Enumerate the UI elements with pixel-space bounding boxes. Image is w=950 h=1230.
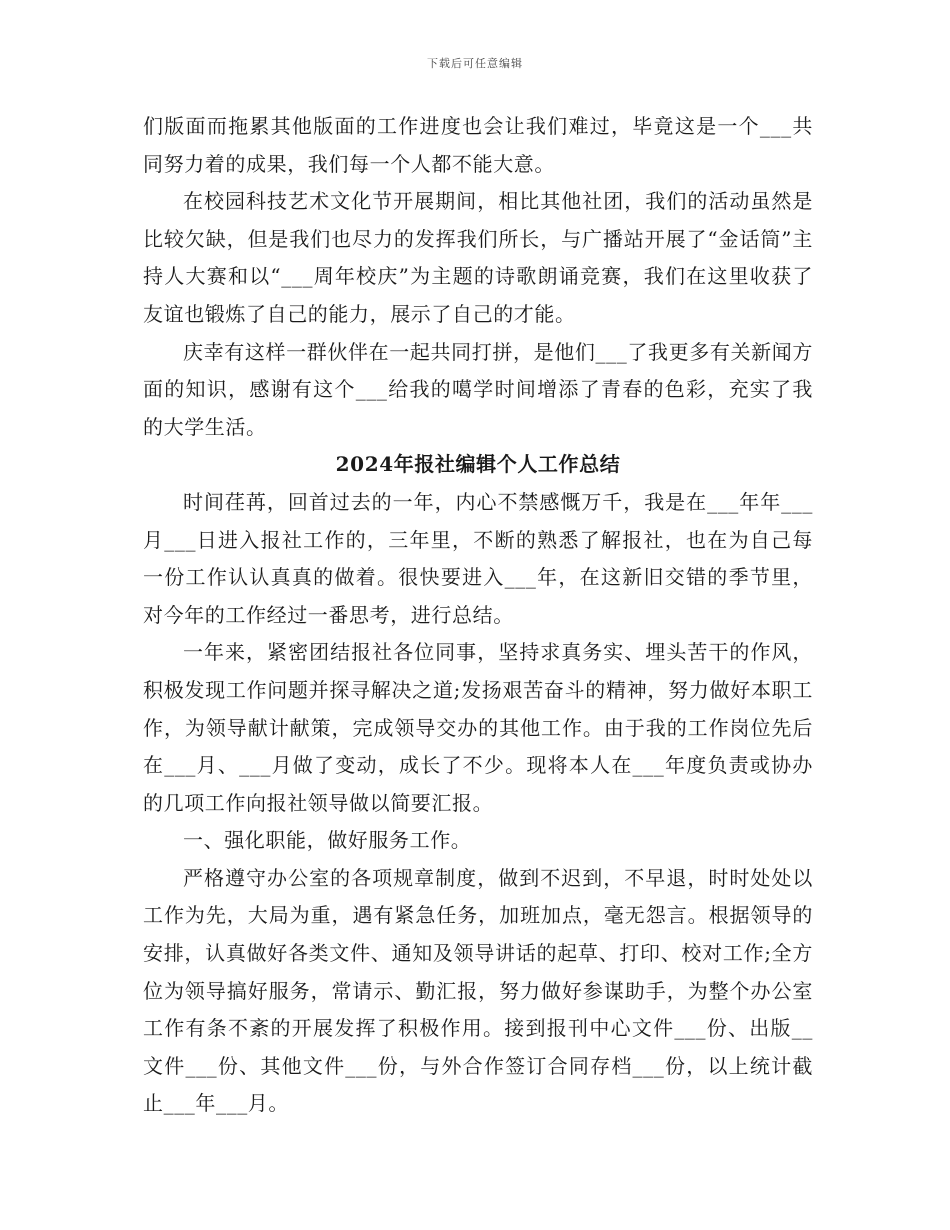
paragraph: 在校园科技艺术文化节开展期间，相比其他社团，我们的活动虽然是比较欠缺，但是我们也尽力的发挥我们所长，与广播站开展了“金话筒”主持人大赛和以“___周年校庆”为主题的诗歌朗诵竞赛，我们在这里收获了友谊也锻炼了自己的能力，展示了自己的才能。 bbox=[143, 189, 813, 326]
document-title: 2024年报社编辑个人工作总结 bbox=[335, 452, 621, 477]
paragraph: 一年来，紧密团结报社各位同事，坚持求真务实、埋头苦干的作风，积极发现工作问题并探寻解决之道;发扬艰苦奋斗的精神，努力做好本职工作，为领导献计献策，完成领导交办的其他工作。由于我的工作岗位先后在___月、___月做了变动，成长了不少。现将本人在___年度负责或协办的几项工作向报社领导做以简要汇报。 bbox=[143, 640, 813, 815]
paragraph-continuation: 们版面而拖累其他版面的工作进度也会让我们难过，毕竟这是一个___共同努力着的成果，我们每一个人都不能大意。 bbox=[143, 114, 813, 176]
paragraph: 严格遵守办公室的各项规章制度，做到不迟到，不早退，时时处处以工作为先，大局为重，遇有紧急任务，加班加点，毫无怨言。根据领导的安排，认真做好各类文件、通知及领导讲话的起草、打印、校对工作;全方位为领导搞好服务，常请示、勤汇报，努力做好参谋助手，为整个办公室工作有条不紊的开展发挥了积极作用。接到报刊中心文件___份、出版__文件___份、其他文件___份，与外合作签订合同存档___份，以上统计截止___年___月。 bbox=[143, 865, 813, 1116]
paragraph: 庆幸有这样一群伙伴在一起共同打拼，是他们___了我更多有关新闻方面的知识，感谢有这个___给我的噶学时间增添了青春的色彩，充实了我的大学生活。 bbox=[143, 339, 813, 439]
page-header: 下载后可任意编辑 bbox=[427, 57, 523, 70]
section-heading: 一、强化职能，做好服务工作。 bbox=[183, 828, 472, 853]
document-body bbox=[143, 108, 813, 1123]
paragraph: 时间荏苒，回首过去的一年，内心不禁感慨万千，我是在___年年___月___日进入报社工作的，三年里，不断的熟悉了解报社，也在为自己每一份工作认认真真的做着。很快要进入___年，在这新旧交错的季节里，对今年的工作经过一番思考，进行总结。 bbox=[143, 489, 813, 627]
